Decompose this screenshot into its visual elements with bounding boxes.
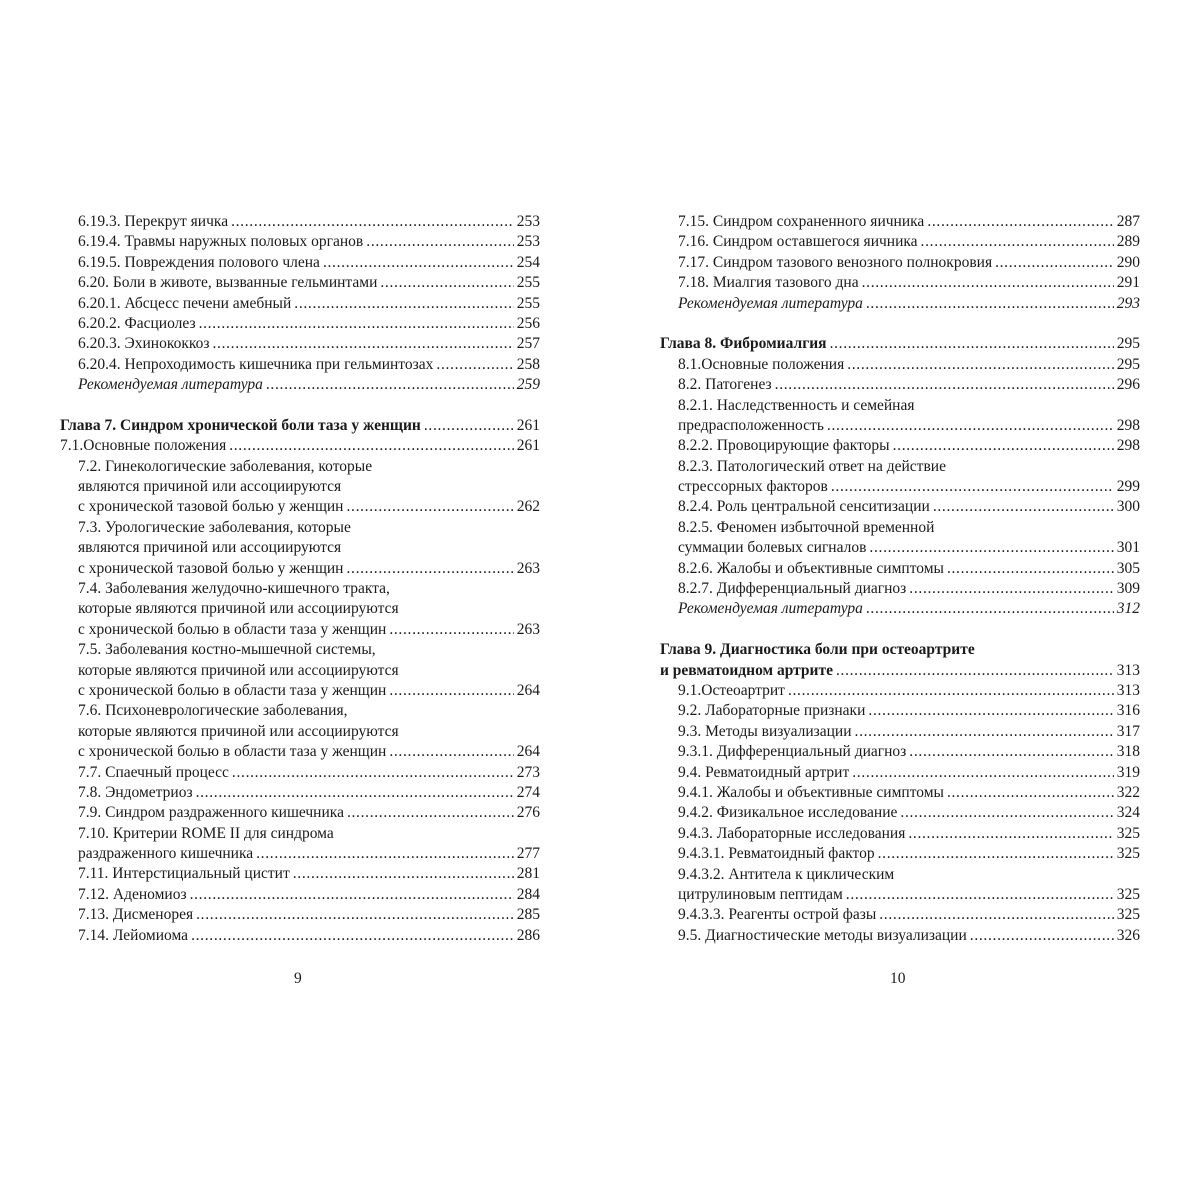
leader-dots — [199, 314, 514, 334]
toc-chapter-8 — [660, 334, 1140, 354]
toc-entry-page: 287 — [1116, 212, 1140, 230]
toc-entry — [60, 559, 540, 579]
toc-entry-page: 284 — [516, 885, 540, 903]
leader-dots — [893, 436, 1114, 456]
toc-entry-title: 7.17. Синдром тазового венозного полнокровия — [678, 253, 993, 271]
toc-chapter-7 — [60, 416, 540, 436]
toc-entry-page: 285 — [516, 906, 540, 924]
toc-entry-title: 6.20.2. Фасциолез — [78, 314, 196, 332]
leader-dots — [908, 824, 1113, 844]
toc-entry-page: 298 — [1116, 416, 1140, 434]
toc-entry — [660, 477, 1140, 497]
toc-entry — [660, 824, 1140, 844]
toc-entry-page: 299 — [1116, 478, 1140, 496]
toc-entry-line: 7.6. Психоневрологические заболевания, — [78, 702, 348, 720]
toc-entry-line: 7.4. Заболевания желудочно-кишечного тракта, — [78, 580, 390, 598]
toc-entry-page: 295 — [1116, 335, 1140, 353]
leader-dots — [866, 599, 1114, 619]
leader-dots — [879, 905, 1114, 925]
toc-entry-line: 8.2.3. Патологический ответ на действие — [678, 457, 946, 475]
toc-entry — [660, 497, 1140, 517]
toc-entry-line: 9.4.3.2. Антитела к циклическим — [678, 865, 895, 883]
leader-dots — [293, 864, 514, 884]
leader-dots — [827, 416, 1114, 436]
leader-dots — [947, 559, 1114, 579]
toc-entry-page: 325 — [1116, 885, 1140, 903]
toc-entry — [660, 273, 1140, 293]
toc-entry-line: 7.5. Заболевания костно-мышечной системы, — [78, 641, 376, 659]
toc-entry-page: 317 — [1116, 722, 1140, 740]
toc-entry-page: 276 — [516, 804, 540, 822]
leader-dots — [847, 355, 1114, 375]
leader-dots — [196, 905, 514, 925]
toc-entry — [660, 926, 1140, 946]
leader-dots — [347, 803, 514, 823]
toc-entry-line: 7.3. Урологические заболевания, которые — [78, 518, 351, 536]
toc-entry — [60, 763, 540, 783]
toc-entry-title: 7.13. Дисменорея — [78, 906, 194, 924]
toc-entry-title: 6.19.3. Перекрут яичка — [78, 212, 229, 230]
leader-dots — [836, 661, 1114, 681]
toc-entry-page: 274 — [516, 783, 540, 801]
toc-entry — [660, 783, 1140, 803]
leader-dots — [389, 620, 513, 640]
toc-entry-page: 264 — [516, 681, 540, 699]
toc-entry-page: 264 — [516, 743, 540, 761]
leader-dots — [266, 375, 514, 395]
toc-entry — [660, 232, 1140, 252]
toc-entry-page: 325 — [1116, 824, 1140, 842]
leader-dots — [424, 416, 514, 436]
toc-entry — [60, 681, 540, 701]
left-page — [60, 212, 540, 946]
toc-entry — [660, 559, 1140, 579]
leader-dots — [294, 294, 513, 314]
leader-dots — [436, 355, 513, 375]
toc-entry — [60, 314, 540, 334]
leader-dots — [921, 232, 1114, 252]
toc-entry-page: 313 — [1116, 661, 1140, 679]
toc-entry — [60, 253, 540, 273]
toc-entry — [60, 926, 540, 946]
toc-entry-page: 301 — [1116, 539, 1140, 557]
page-number: 9 — [294, 970, 302, 987]
toc-entry-title: 7.12. Аденомиоз — [78, 885, 187, 903]
toc-entry — [60, 783, 540, 803]
right-page — [660, 212, 1140, 946]
leader-dots — [323, 253, 514, 273]
toc-entry-line: 7.2. Гинекологические заболевания, которые — [78, 457, 373, 475]
toc-entry-title: с хронической болью в области таза у женщин — [78, 620, 387, 638]
toc-entry-page: 291 — [1116, 274, 1140, 292]
toc-entry — [660, 375, 1140, 395]
toc-entry — [60, 334, 540, 354]
toc-entry-line: которые являются причиной или ассоциируются — [78, 722, 399, 740]
toc-entry — [60, 865, 540, 885]
toc-entry — [660, 763, 1140, 783]
toc-entry-page: 256 — [516, 314, 540, 332]
toc-entry-title: 9.4.1. Жалобы и объективные симптомы — [678, 783, 944, 801]
toc-entry — [60, 355, 540, 375]
toc-entry — [660, 416, 1140, 436]
leader-dots — [947, 783, 1114, 803]
toc-entry-title: с хронической тазовой болью у женщин — [78, 559, 344, 577]
leader-dots — [212, 334, 513, 354]
toc-entry-title: 9.4.3. Лабораторные исследования — [678, 824, 906, 842]
toc-entry-title: 7.9. Синдром раздраженного кишечника — [78, 804, 344, 822]
toc-entry-title: 7.7. Спаечный процесс — [78, 763, 229, 781]
toc-entry-page: 258 — [516, 355, 540, 373]
leader-dots — [927, 212, 1113, 232]
toc-entry-title: 7.11. Интерстициальный цистит — [78, 865, 290, 883]
toc-entry-title: 9.4.3.3. Реагенты острой фазы — [678, 906, 877, 924]
toc-entry-title: 8.2.2. Провоцирующие факторы — [678, 437, 890, 455]
toc-entry-title: 8.1.Основные положения — [678, 355, 845, 373]
toc-entry-title: с хронической болью в области таза у женщин — [78, 681, 387, 699]
toc-entry — [60, 436, 540, 456]
leader-dots — [933, 497, 1114, 517]
toc-entry-page: 322 — [1116, 783, 1140, 801]
toc-entry-title: Рекомендуемая литература — [78, 376, 263, 394]
toc-entry — [60, 905, 540, 925]
toc-entry-page: 262 — [516, 498, 540, 516]
toc-entry — [660, 701, 1140, 721]
toc-entry-page: 261 — [516, 416, 540, 434]
toc-entry — [60, 742, 540, 762]
toc-entry-page: 319 — [1116, 763, 1140, 781]
toc-chapter-9 — [660, 661, 1140, 681]
leader-dots — [995, 253, 1114, 273]
toc-entry-line: являются причиной или ассоциируются — [78, 539, 342, 557]
toc-entry-title: 9.5. Диагностические методы визуализации — [678, 926, 967, 944]
leader-dots — [190, 885, 514, 905]
toc-entry-page: 298 — [1116, 437, 1140, 455]
toc-entry-title: и ревматоидном артрите — [660, 661, 833, 679]
leader-dots — [970, 926, 1114, 946]
toc-entry-line: которые являются причиной или ассоциируются — [78, 661, 399, 679]
toc-entry — [660, 844, 1140, 864]
toc-entry-title: 6.19.5. Повреждения полового члена — [78, 253, 320, 271]
leader-dots — [256, 844, 514, 864]
toc-entry-title: стрессорных факторов — [678, 478, 828, 496]
toc-entry-line: которые являются причиной или ассоциируются — [78, 600, 399, 618]
toc-entry-title: 8.2.4. Роль центральной сенситизации — [678, 498, 930, 516]
toc-entry-title: Глава 8. Фибромиалгия — [660, 335, 827, 353]
toc-entry — [60, 885, 540, 905]
toc-entry-title: 7.8. Эндометриоз — [78, 783, 193, 801]
toc-entry-title: 9.3.1. Дифференциальный диагноз — [678, 743, 907, 761]
toc-entry-page: 313 — [1116, 681, 1140, 699]
toc-entry — [60, 803, 540, 823]
toc-entry-recommended-literature — [660, 294, 1140, 314]
leader-dots — [862, 273, 1114, 293]
toc-entry-page: 300 — [1116, 498, 1140, 516]
toc-entry-title: 6.20.4. Непроходимость кишечника при гельминтозах — [78, 355, 434, 373]
toc-entry — [60, 497, 540, 517]
toc-entry-page: 293 — [1116, 294, 1140, 312]
leader-dots — [346, 497, 513, 517]
toc-entry-title: 7.18. Миалгия тазового дна — [678, 274, 859, 292]
toc-entry-title: 8.2. Патогенез — [678, 376, 772, 394]
toc-entry-title: 7.16. Синдром оставшегося яичника — [678, 233, 918, 251]
toc-entry-line: 7.10. Критерии ROME II для синдрома — [78, 824, 334, 842]
toc-entry-page: 290 — [1116, 253, 1140, 271]
toc-entry-title: предрасположенность — [678, 416, 824, 434]
toc-entry-page: 255 — [516, 294, 540, 312]
toc-entry-page: 263 — [516, 559, 540, 577]
leader-dots — [775, 375, 1114, 395]
toc-entry — [660, 253, 1140, 273]
leader-dots — [869, 538, 1113, 558]
toc-entry-title: 9.3. Методы визуализации — [678, 722, 852, 740]
leader-dots — [900, 803, 1113, 823]
leader-dots — [232, 763, 514, 783]
leader-dots — [831, 477, 1114, 497]
toc-entry-title: 8.2.7. Дифференциальный диагноз — [678, 580, 907, 598]
toc-entry — [60, 844, 540, 864]
toc-entry-title: 6.20.1. Абсцесс печени амебный — [78, 294, 292, 312]
leader-dots — [852, 763, 1114, 783]
toc-entry-page: 295 — [1116, 355, 1140, 373]
toc-entry-page: 312 — [1116, 600, 1140, 618]
toc-entry — [660, 742, 1140, 762]
toc-chapter-9-line: Глава 9. Диагностика боли при остеоартрите — [660, 641, 975, 659]
toc-entry-page: 281 — [516, 865, 540, 883]
leader-dots — [846, 885, 1114, 905]
toc-entry-line: 8.2.5. Феномен избыточной временной — [678, 518, 935, 536]
toc-entry — [660, 355, 1140, 375]
toc-entry — [60, 273, 540, 293]
toc-entry-recommended-literature — [60, 375, 540, 395]
leader-dots — [380, 273, 513, 293]
toc-entry-title: 9.2. Лабораторные признаки — [678, 702, 866, 720]
leader-dots — [830, 334, 1114, 354]
toc-entry-title: с хронической тазовой болью у женщин — [78, 498, 344, 516]
leader-dots — [909, 742, 1113, 762]
toc-entry-page: 326 — [1116, 926, 1140, 944]
leader-dots — [855, 722, 1114, 742]
toc-entry-line: являются причиной или ассоциируются — [78, 478, 342, 496]
toc-entry — [660, 212, 1140, 232]
toc-entry-page: 255 — [516, 274, 540, 292]
toc-entry-title: цитрулиновым пептидам — [678, 885, 843, 903]
toc-entry-title: 8.2.6. Жалобы и объективные симптомы — [678, 559, 944, 577]
toc-entry-page: 259 — [516, 376, 540, 394]
toc-entry — [660, 436, 1140, 456]
page-number: 10 — [890, 970, 906, 987]
toc-entry — [60, 620, 540, 640]
toc-entry — [60, 294, 540, 314]
toc-entry — [660, 905, 1140, 925]
toc-entry-page: 277 — [516, 845, 540, 863]
toc-entry-page: 325 — [1116, 845, 1140, 863]
toc-entry — [60, 212, 540, 232]
toc-entry-page: 253 — [516, 212, 540, 230]
toc-entry-title: 7.1.Основные положения — [60, 437, 227, 455]
toc-entry-page: 253 — [516, 233, 540, 251]
toc-entry-page: 296 — [1116, 376, 1140, 394]
toc-entry — [660, 803, 1140, 823]
leader-dots — [909, 579, 1113, 599]
toc-entry — [60, 232, 540, 252]
leader-dots — [788, 681, 1114, 701]
leader-dots — [346, 559, 513, 579]
toc-entry — [660, 579, 1140, 599]
toc-entry-page: 261 — [516, 437, 540, 455]
toc-entry-title: 9.4. Ревматоидный артрит — [678, 763, 850, 781]
toc-entry-title: Рекомендуемая литература — [678, 294, 863, 312]
toc-entry-page: 263 — [516, 620, 540, 638]
toc-entry-page: 309 — [1116, 580, 1140, 598]
toc-entry-title: 6.20.3. Эхинококкоз — [78, 335, 210, 353]
toc-entry — [660, 538, 1140, 558]
toc-entry-title: 7.15. Синдром сохраненного яичника — [678, 212, 925, 230]
leader-dots — [389, 681, 513, 701]
leader-dots — [866, 294, 1114, 314]
leader-dots — [229, 436, 514, 456]
toc-entry — [660, 681, 1140, 701]
toc-entry-page: 316 — [1116, 702, 1140, 720]
toc-entry-title: 6.19.4. Травмы наружных половых органов — [78, 233, 364, 251]
toc-entry — [660, 885, 1140, 905]
toc-entry-page: 324 — [1116, 804, 1140, 822]
toc-entry-title: 9.4.3.1. Ревматоидный фактор — [678, 845, 875, 863]
toc-entry-page: 286 — [516, 926, 540, 944]
toc-entry-title: с хронической болью в области таза у женщин — [78, 743, 387, 761]
toc-entry — [660, 722, 1140, 742]
toc-entry-page: 257 — [516, 335, 540, 353]
toc-entry-title: 6.20. Боли в животе, вызванные гельминтами — [78, 274, 378, 292]
toc-entry-page: 325 — [1116, 906, 1140, 924]
toc-entry-line: 8.2.1. Наследственность и семейная — [678, 396, 915, 414]
toc-entry-title: суммации болевых сигналов — [678, 539, 867, 557]
toc-entry-title: 7.14. Лейомиома — [78, 926, 189, 944]
toc-entry-page: 318 — [1116, 743, 1140, 761]
leader-dots — [231, 212, 514, 232]
toc-entry-title: 9.4.2. Физикальное исследование — [678, 804, 898, 822]
leader-dots — [878, 844, 1114, 864]
leader-dots — [868, 701, 1113, 721]
toc-entry-page: 273 — [516, 763, 540, 781]
leader-dots — [191, 926, 514, 946]
toc-entry-title: Глава 7. Синдром хронической боли таза у женщин — [60, 416, 421, 434]
leader-dots — [196, 783, 514, 803]
toc-entry-title: раздраженного кишечника — [78, 845, 254, 863]
leader-dots — [366, 232, 513, 252]
toc-entry-page: 305 — [1116, 559, 1140, 577]
toc-entry-page: 289 — [1116, 233, 1140, 251]
toc-entry-title: 9.1.Остеоартрит — [678, 681, 785, 699]
toc-entry-recommended-literature — [660, 599, 1140, 619]
leader-dots — [389, 742, 513, 762]
toc-entry-title: Рекомендуемая литература — [678, 600, 863, 618]
toc-entry-page: 254 — [516, 253, 540, 271]
